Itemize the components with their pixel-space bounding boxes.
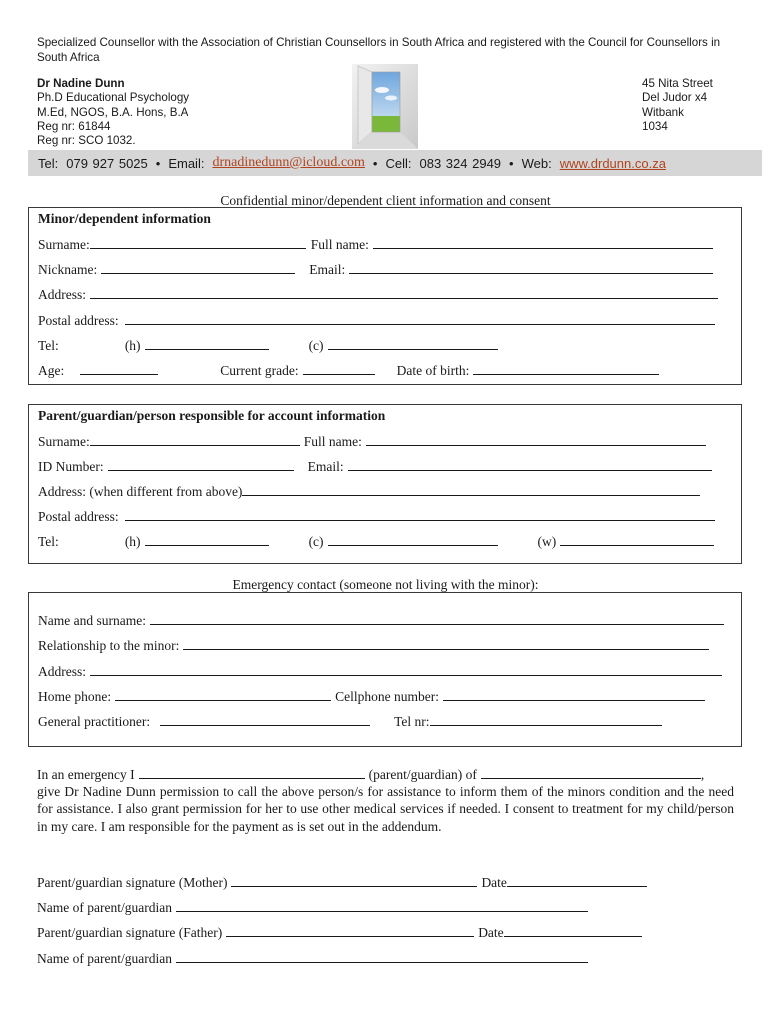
gp-label: General practitioner: (38, 714, 151, 729)
name1-row (37, 900, 588, 916)
minor-age-row (38, 363, 659, 379)
contact-bar (28, 150, 762, 176)
minor-address-row (38, 287, 718, 303)
parent-section (28, 404, 742, 564)
web-label: Web: (521, 155, 552, 171)
practitioner-block (37, 77, 189, 148)
address-block (642, 77, 713, 134)
form-title: Confidential minor/dependent client information and consent (220, 193, 551, 208)
parent-tel-row (38, 534, 714, 550)
cell-phone-field[interactable] (328, 338, 498, 350)
registration-line: Reg nr: SCO 1032. (37, 134, 136, 148)
mother-signature-field[interactable] (231, 875, 477, 887)
gp-tel-label: Tel nr: (394, 714, 430, 729)
parent-id-row (38, 459, 712, 475)
address-line: Witbank (642, 105, 684, 119)
separator-bullet: • (509, 155, 514, 171)
consent-text-part1: In an emergency I (37, 767, 135, 782)
gp-field[interactable] (160, 714, 370, 726)
cell-phone-field[interactable] (328, 534, 498, 546)
open-door-logo (352, 64, 418, 149)
address-label: Address: (38, 287, 86, 302)
postal-address-field[interactable] (125, 509, 715, 521)
consent-text-part3: , (700, 767, 705, 782)
address-line: 45 Nita Street (642, 77, 713, 90)
cell-label: Cell: (385, 155, 412, 171)
surname-label: Surname: (38, 434, 90, 449)
cell-label: (c) (308, 534, 324, 549)
dob-label: Date of birth: (396, 363, 470, 378)
date-label: Date (481, 875, 507, 890)
name-surname-field[interactable] (150, 613, 724, 625)
age-label: Age: (38, 363, 65, 378)
emergency-name-row (38, 613, 724, 629)
full-name-field[interactable] (373, 237, 713, 249)
emergency-title: Emergency contact (someone not living with the minor): (232, 577, 539, 592)
home-label: (h) (124, 534, 141, 549)
email-link[interactable]: drnadinedunn@icloud.com (212, 155, 365, 170)
cell-label: (c) (308, 338, 324, 353)
minor-section (28, 207, 742, 385)
address-label: Address: (38, 664, 86, 679)
id-number-field[interactable] (108, 459, 294, 471)
minor-nickname-row (38, 262, 713, 278)
parent-section-title: Parent/guardian/person responsible for account information (38, 408, 386, 423)
consent-text-part2: (parent/guardian) of (368, 767, 477, 782)
email-label: Email: (168, 155, 205, 171)
email-field[interactable] (348, 459, 712, 471)
father-signature-field[interactable] (226, 925, 474, 937)
cellphone-field[interactable] (443, 689, 705, 701)
tel-label: Tel: (38, 534, 59, 549)
gp-tel-field[interactable] (430, 714, 662, 726)
mother-signature-row (37, 875, 647, 891)
practitioner-name: Dr Nadine Dunn (37, 77, 125, 90)
cellphone-label: Cellphone number: (335, 689, 439, 704)
emergency-phone-row (38, 689, 705, 705)
parent-name-field[interactable] (176, 951, 588, 963)
father-signature-row (37, 925, 642, 941)
full-name-field[interactable] (366, 434, 706, 446)
age-field[interactable] (80, 363, 158, 375)
postal-address-field[interactable] (125, 313, 715, 325)
qualification-line: M.Ed, NGOS, B.A. Hons, B.A (37, 105, 189, 119)
intro-text: Specialized Counsellor with the Association of Christian Counsellors in South Africa and registered with the Council for Counsellors in South Africa (37, 36, 721, 64)
email-label: Email: (309, 262, 346, 277)
minor-surname-row (38, 237, 713, 253)
mother-signature-label: Parent/guardian signature (Mother) (37, 875, 228, 890)
parent-name-field[interactable] (176, 900, 588, 912)
consenting-parent-field[interactable] (139, 768, 365, 779)
parent-postal-row (38, 509, 715, 525)
emergency-relationship-row (38, 638, 709, 654)
address-label: Address: (when different from above) (38, 484, 243, 499)
home-phone-label: Home phone: (38, 689, 112, 704)
postal-address-label: Postal address: (38, 509, 119, 524)
address-field[interactable] (90, 664, 722, 676)
parent-name-label: Name of parent/guardian (37, 900, 172, 915)
surname-field[interactable] (90, 237, 306, 249)
address-field[interactable] (242, 484, 700, 496)
parent-address-row (38, 484, 700, 500)
registration-line: Reg nr: 61844 (37, 119, 111, 133)
home-label: (h) (124, 338, 141, 353)
id-number-label: ID Number: (38, 459, 104, 474)
surname-field[interactable] (90, 434, 300, 446)
father-date-field[interactable] (504, 925, 642, 937)
minor-name-field[interactable] (481, 768, 701, 779)
email-field[interactable] (349, 262, 713, 274)
father-signature-label: Parent/guardian signature (Father) (37, 925, 223, 940)
grade-label: Current grade: (220, 363, 299, 378)
date-label: Date (478, 925, 504, 940)
address-field[interactable] (90, 287, 718, 299)
emergency-gp-row (38, 714, 662, 730)
dob-field[interactable] (473, 363, 659, 375)
separator-bullet: • (155, 155, 161, 171)
nickname-field[interactable] (101, 262, 295, 274)
emergency-address-row (38, 664, 722, 680)
qualification-line: Ph.D Educational Psychology (37, 91, 190, 105)
full-name-label: Full name: (303, 434, 362, 449)
tel-number: 079 927 5025 (66, 155, 148, 171)
parent-surname-row (38, 434, 706, 450)
tel-label: Tel: (38, 155, 59, 171)
nickname-label: Nickname: (38, 262, 98, 277)
grade-field[interactable] (303, 363, 375, 375)
home-phone-field[interactable] (115, 689, 331, 701)
minor-postal-row (38, 313, 715, 329)
address-line: 1034 (642, 119, 668, 133)
mother-date-field[interactable] (507, 875, 647, 887)
minor-section-title: Minor/dependent information (38, 211, 211, 226)
name2-row (37, 951, 588, 967)
consent-first-line (37, 766, 734, 783)
email-label: Email: (307, 459, 344, 474)
postal-address-label: Postal address: (38, 313, 119, 328)
web-link[interactable]: www.drdunn.co.za (559, 155, 666, 171)
home-phone-field[interactable] (145, 338, 269, 350)
work-phone-field[interactable] (560, 534, 714, 546)
surname-label: Surname: (38, 237, 90, 252)
tel-label: Tel: (38, 338, 59, 353)
parent-name-label: Name of parent/guardian (37, 951, 172, 966)
address-line: Del Judor x4 (642, 91, 708, 105)
relationship-label: Relationship to the minor: (38, 638, 180, 653)
home-phone-field[interactable] (145, 534, 269, 546)
name-surname-label: Name and surname: (38, 613, 146, 628)
consent-paragraph (37, 766, 734, 835)
separator-bullet: • (372, 155, 378, 171)
cell-number: 083 324 2949 (419, 155, 502, 171)
emergency-section (28, 592, 742, 747)
consent-body: give Dr Nadine Dunn permission to call the above person/s for assistance to inform them of the minors condition and the need for assistance. I also grant permission for her to use other medical services if needed. I consent to treatment for my child/person in my care. I am responsible for the payment as is set out in the addendum. (37, 784, 734, 834)
minor-tel-row (38, 338, 498, 354)
relationship-field[interactable] (183, 638, 709, 650)
work-label: (w) (537, 534, 557, 549)
full-name-label: Full name: (310, 237, 369, 252)
